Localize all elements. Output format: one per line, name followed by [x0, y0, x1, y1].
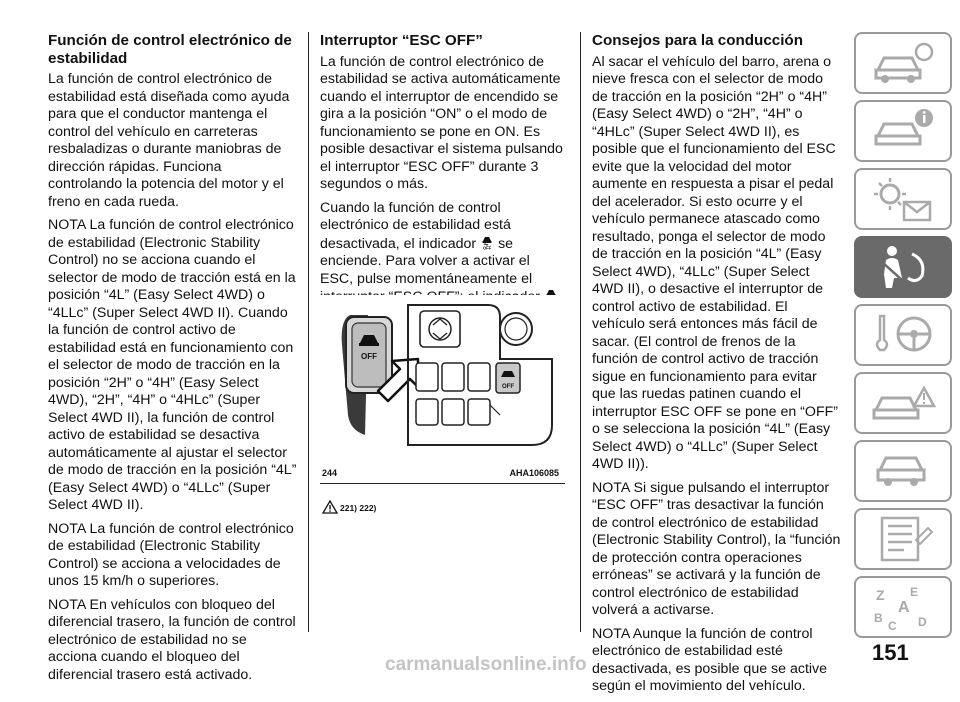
tab-specifications[interactable] — [854, 508, 952, 570]
tab-vehicle-info[interactable] — [854, 32, 952, 94]
tab-instruments[interactable] — [854, 100, 952, 162]
svg-text:OFF: OFF — [482, 245, 492, 250]
car-warning-icon — [868, 378, 938, 428]
tab-lights-messages[interactable] — [854, 168, 952, 230]
paragraph: La función de control electrónico de estabilidad se activa automáticamente cuando el interruptor de encendido se gira a la posición “ON” o el modo de funcionamiento se pone en ON. Es posible desactivar el sistema pulsando el interruptor “ESC OFF” durante 3 segundos o más. — [320, 53, 563, 192]
note-paragraph: NOTA Aunque la función de control electrónico de estabilidad esté desactivada, es posible que se active según el movimiento del vehículo. — [592, 625, 828, 694]
watermark: carmanualsonline.info — [385, 654, 587, 675]
esc-off-indicator-icon — [481, 235, 493, 250]
tab-emergency[interactable] — [854, 372, 952, 434]
paragraph: Al sacar el vehículo del barro, arena o nieve fresca con el selector de modo de tracción en la posición “2H” o “4H” (Easy Select 4WD) o “2H”, “4H” o “4HLc” (Super Select 4WD II), es posible que el funcionamiento del ESC evite que la velocidad del motor aumente en respuesta a pisar el pedal del acelerador. Si esto ocurre y el vehículo permanece atascado como resultado, ponga el selector de modo de tracción en la posición “4L” (Easy Select 4WD), “4LLc” (Super Select 4WD II), o desactive el interruptor de control activo de estabilidad. El vehículo será entonces más fácil de sacar. (El control de frenos de la función de control activo de tracción sigue en funcionamiento para evitar que las ruedas patinen cuando el interruptor ESC OFF se pone en “OFF” o se selecciona la posición “4L” (Easy Select 4WD) o “4LLc” (Super Select 4WD II)). — [592, 53, 838, 472]
tab-starting-driving[interactable] — [854, 304, 952, 366]
paragraph-indicator: Cuando la función de control electrónico de estabilidad está desactivada, el indicador OFF se enciende. Para volver a activar el ESC, pulse momentáneamente el — [320, 200, 565, 325]
svg-text:B: B — [874, 611, 883, 625]
car-info-icon — [868, 38, 938, 88]
figure-esc-switch — [320, 295, 565, 472]
tab-maintenance[interactable] — [854, 440, 952, 502]
tools-steering-icon — [868, 310, 938, 360]
svg-text:OFF: OFF — [502, 384, 514, 390]
figure-number: 244 — [322, 468, 338, 478]
column-driving-tips — [592, 32, 842, 702]
svg-text:Z: Z — [876, 587, 885, 603]
alphabet-index-icon — [868, 582, 938, 632]
spec-list-icon — [868, 514, 938, 564]
figure-code: AHA106085 — [509, 468, 559, 478]
column-divider — [308, 32, 309, 632]
note-paragraph: NOTA Si sigue pulsando el interruptor “ESC OFF” tras desactivar la función de control electrónico de estabilidad (Electronic Stability Control), la “función de protección contra operaciones erróneas” se activará y la función de control electrónico de estabilidad volverá a activarse. — [592, 479, 841, 618]
section-heading-driving-tips: Consejos para la conducción — [592, 32, 803, 49]
column-divider — [580, 32, 581, 632]
section-heading-esc-off: Interruptor “ESC OFF” — [320, 32, 483, 49]
svg-text:E: E — [910, 585, 919, 599]
chapter-tabs — [854, 32, 952, 644]
column-esc-off-switch — [320, 32, 565, 330]
lights-mail-icon — [868, 174, 938, 224]
section-heading-esc-function: Función de control electrónico de estabilidad — [48, 32, 292, 67]
paragraph: La función de control electrónico de estabilidad está diseñada como ayuda para que el conductor mantenga el control del vehículo en carreteras resbaladizas o durante maniobras de dirección rápidas. Funciona controlando la potencia del motor y el freno en cada rueda. — [48, 71, 290, 210]
svg-text:C: C — [888, 619, 897, 632]
caption-rule — [320, 483, 565, 484]
page-number: 151 — [872, 640, 909, 665]
column-esc-function — [48, 32, 298, 690]
tab-index[interactable] — [854, 576, 952, 638]
note-paragraph: NOTA La función de control electrónico de estabilidad (Electronic Stability Control) se acciona a velocidades de unos 15 km/h o superiores. — [48, 520, 294, 589]
car-service-icon — [868, 446, 938, 496]
car-i-icon — [868, 106, 938, 156]
note-paragraph: NOTA La función de control electrónico de estabilidad (Electronic Stability Control) no se acciona cuando el selector de modo de tracción está en la posición “4L” (Easy Select 4WD) o “4LLc” (Super Select 4WD II). Cuando la función de control activo de estabilidad está en funcionamiento con el selector de modo de tracción en la posición “2H” o “4H” (Easy Select 4WD), “2H”, “4H” o “4HLc” (Super Select 4WD II), la función de control activo de estabilidad se desactiva automáticamente al ajustar el selector de modo de tracción en la posición “4L” (Easy Select 4WD) o “4LLc” (Super Select 4WD II). — [48, 217, 297, 513]
warning-references: 221) 222) — [322, 500, 376, 514]
note-paragraph: NOTA En vehículos con bloqueo del diferencial trasero, la función de control electrónico de estabilidad no se acciona cuando el bloqueo del diferencial trasero está activado. — [48, 596, 296, 683]
svg-text:A: A — [898, 599, 910, 616]
svg-text:OFF: OFF — [361, 352, 377, 361]
warning-triangle-icon — [322, 500, 338, 514]
seatbelt-airbag-icon — [868, 242, 938, 292]
svg-text:D: D — [918, 615, 927, 629]
tab-safety[interactable] — [854, 236, 952, 298]
esc-switch-illustration — [320, 295, 565, 467]
